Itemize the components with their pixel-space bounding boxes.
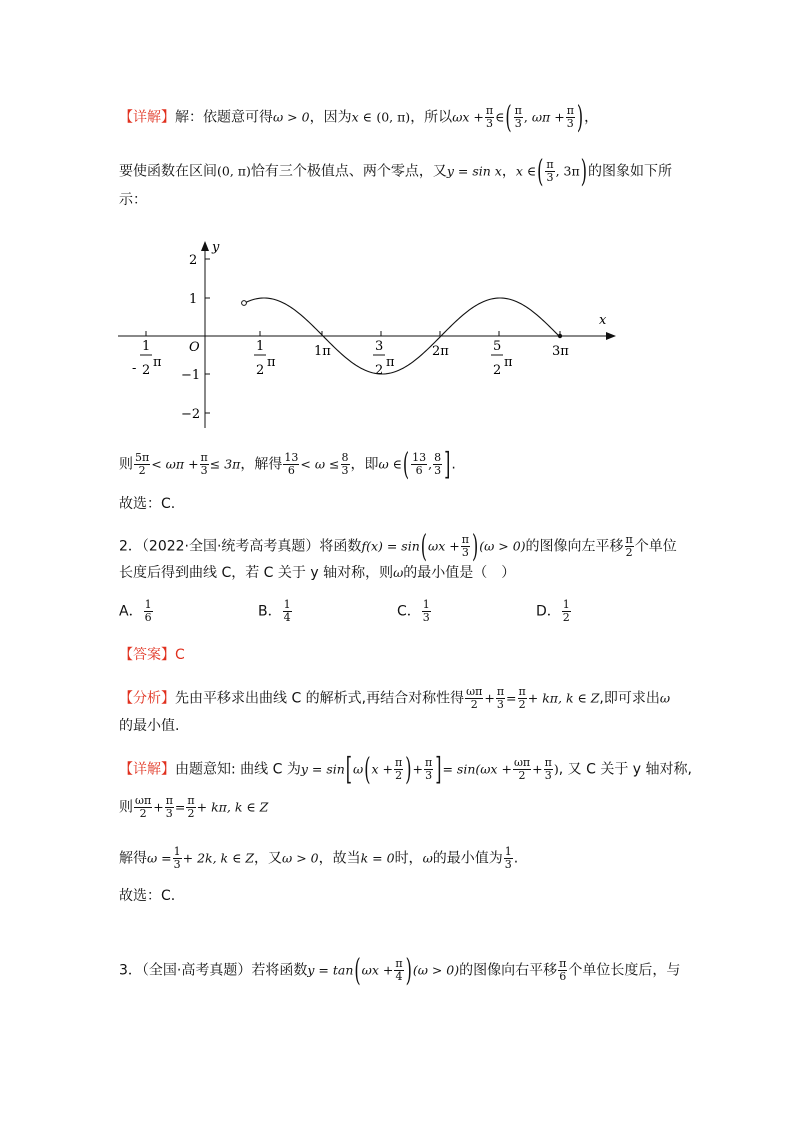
detail-line-4: 则 $\frac{5\pi}{2}$ < ωπ + $\frac{\pi}{3}$ ≤ 3π，解得 $\frac{13}{6}$ < ω ≤ $\frac{8}{3}$ ，即ω ∈( $\frac{13}{6}$ , $\frac{8}{3}$ ]. [119, 445, 456, 482]
sine-graph [110, 238, 630, 428]
problem2-stem-1: 2．（2022·全国·统考高考真题）将函数f(x) = sin(ωx + $\frac{\pi}{3}$ )(ω > 0)的图像向左平移 $\frac{\pi}{2}$ 个单位 [119, 527, 677, 564]
svg-text:2: 2 [256, 363, 265, 378]
svg-text:-: - [132, 361, 137, 376]
x-tick-2pi: 2π [432, 344, 449, 359]
detail-tag: 【详解】 [119, 109, 175, 126]
option-c[interactable]: C． $\frac{1}{3}$ [397, 598, 430, 624]
svg-text:π: π [267, 355, 276, 370]
detail-line-2: 要使函数在区间(0, π)恰有三个极值点、两个零点，又y = sin x，x ∈( $\frac{\pi}{3}$ , 3π)的图象如下所 [119, 152, 672, 189]
option-b[interactable]: B． $\frac{1}{4}$ [258, 598, 291, 624]
y-tick-neg1: −1 [181, 368, 201, 383]
x-tick-neg-half-pi [132, 339, 162, 378]
origin-label: O [189, 340, 200, 355]
svg-text:2: 2 [375, 363, 384, 378]
option-d[interactable]: D． $\frac{1}{2}$ [536, 598, 570, 624]
analysis-line-2: 的最小值. [119, 718, 180, 734]
analysis-tag: 【分析】 [119, 690, 175, 707]
p2-detail-line-1: 【详解】由题意知: 曲线 C 为y = sin[ω(x + $\frac{\pi}{2}$ )+ $\frac{\pi}{3}$ ]= sin(ωx + $\frac{\omega\pi}{2}$ + $\frac{\pi}{3}$ ), 又 C 关于 y 轴对称, [119, 750, 692, 787]
x-tick-half-pi [254, 339, 276, 378]
problem3-stem-1: 3．（全国·高考真题）若将函数y = tan(ωx + $\frac{\pi}{4}$ )(ω > 0)的图像向右平移 $\frac{\pi}{6}$ 个单位长度后，与 [119, 951, 681, 988]
svg-text:1: 1 [142, 339, 151, 354]
svg-text:3: 3 [375, 339, 384, 354]
closed-endpoint [558, 334, 562, 338]
analysis-line-1: 【分析】先由平移求出曲线 C 的解析式,再结合对称性得 $\frac{\omega\pi}{2}$ + $\frac{\pi}{3}$ = $\frac{\pi}{2}$ + kπ, k ∈ Z,即可求出ω [119, 685, 671, 711]
x-tick-3pi: 3π [552, 344, 569, 359]
answer-value: C [175, 647, 185, 663]
svg-text:1: 1 [256, 339, 265, 354]
svg-text:π: π [386, 355, 395, 370]
svg-text:π: π [153, 355, 162, 370]
x-tick-1pi: 1π [314, 344, 331, 359]
option-a[interactable]: A． $\frac{1}{6}$ [119, 598, 152, 624]
svg-text:π: π [504, 355, 513, 370]
p2-detail-tag: 【详解】 [119, 761, 175, 778]
y-tick-2: 2 [189, 253, 198, 268]
choose-1: 故选：C. [119, 496, 176, 512]
answer-line [119, 645, 185, 665]
detail-line-1: 【详解】解：依题意可得ω > 0，因为x ∈ (0, π)，所以ωx + $\frac{\pi}{3}$ ∈( $\frac{\pi}{3}$ , ωπ + $\frac{\pi}{3}$ )， [119, 98, 599, 135]
svg-text:2: 2 [493, 363, 502, 378]
x-tick-three-half-pi [373, 339, 395, 378]
open-endpoint [242, 301, 247, 306]
answer-tag: 【答案】 [119, 647, 175, 663]
detail-line-3: 示： [119, 192, 147, 208]
y-tick-1: 1 [189, 292, 198, 307]
y-tick-neg2: −2 [181, 407, 201, 422]
p2-detail-line-2: 则 $\frac{\omega\pi}{2}$ + $\frac{\pi}{3}$ = $\frac{\pi}{2}$ + kπ, k ∈ Z [119, 794, 269, 820]
x-tick-five-half-pi [491, 339, 513, 378]
problem2-stem-2: 长度后得到曲线 C，若 C 关于 y 轴对称，则ω的最小值是（ ） [119, 565, 516, 581]
svg-text:2: 2 [142, 363, 151, 378]
x-axis-label: x [599, 313, 607, 328]
p2-detail-line-3: 解得ω = $\frac{1}{3}$ + 2k, k ∈ Z，又ω > 0，故当k = 0时，ω的最小值为 $\frac{1}{3}$ . [119, 845, 519, 871]
y-axis-label: y [212, 240, 220, 255]
choose-2: 故选：C. [119, 888, 176, 904]
svg-text:5: 5 [493, 339, 502, 354]
